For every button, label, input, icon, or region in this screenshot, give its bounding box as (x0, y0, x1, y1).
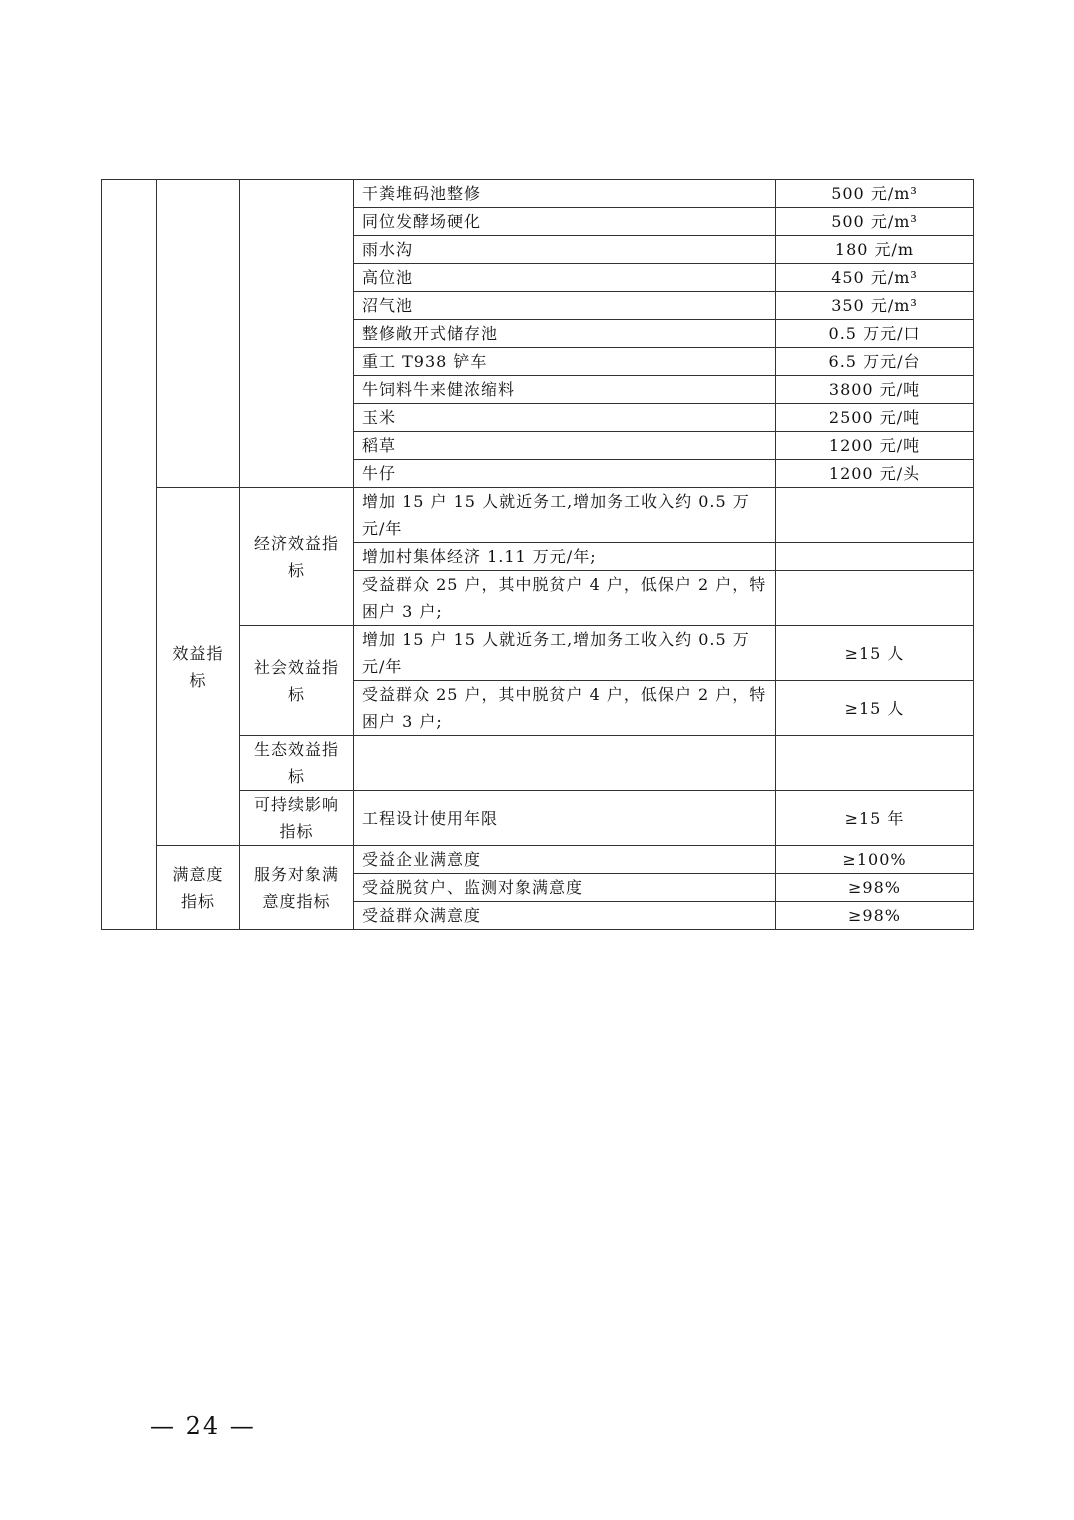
output-item-name: 高位池 (354, 264, 776, 292)
ecological-benefit-value (776, 736, 974, 791)
output-item-name: 沼气池 (354, 292, 776, 320)
table-row (102, 180, 974, 208)
table-row (102, 846, 974, 874)
output-item-value: 350 元/m³ (776, 292, 974, 320)
output-item-name: 整修敞开式储存池 (354, 320, 776, 348)
output-item-value: 500 元/m³ (776, 180, 974, 208)
benefit-indicator-label: 效益指标 (157, 488, 240, 846)
social-benefit-label: 社会效益指标 (240, 626, 354, 736)
economic-benefit-text: 增加 15 户 15 人就近务工,增加务工收入约 0.5 万元/年 (354, 488, 776, 543)
first-level-indicator-cell (102, 180, 157, 930)
output-item-name: 干粪堆码池整修 (354, 180, 776, 208)
service-satisfaction-label: 服务对象满意度指标 (240, 846, 354, 930)
sustainable-impact-text: 工程设计使用年限 (354, 791, 776, 846)
output-item-value: 500 元/m³ (776, 208, 974, 236)
economic-benefit-value (776, 543, 974, 571)
output-item-name: 稻草 (354, 432, 776, 460)
economic-benefit-value (776, 488, 974, 543)
output-item-name: 重工 T938 铲车 (354, 348, 776, 376)
ecological-benefit-text (354, 736, 776, 791)
social-benefit-value: ≥15 人 (776, 681, 974, 736)
social-benefit-text: 受益群众 25 户，其中脱贫户 4 户，低保户 2 户，特困户 3 户; (354, 681, 776, 736)
output-item-name: 牛饲料牛来健浓缩料 (354, 376, 776, 404)
economic-benefit-value (776, 571, 974, 626)
social-benefit-text: 增加 15 户 15 人就近务工,增加务工收入约 0.5 万元/年 (354, 626, 776, 681)
output-item-name: 玉米 (354, 404, 776, 432)
output-item-value: 6.5 万元/台 (776, 348, 974, 376)
output-item-value: 0.5 万元/口 (776, 320, 974, 348)
satisfaction-text: 受益企业满意度 (354, 846, 776, 874)
economic-benefit-text: 增加村集体经济 1.11 万元/年; (354, 543, 776, 571)
output-item-value: 1200 元/吨 (776, 432, 974, 460)
economic-benefit-label: 经济效益指标 (240, 488, 354, 626)
performance-indicator-table (101, 179, 974, 930)
output-item-value: 1200 元/头 (776, 460, 974, 488)
output-item-name: 雨水沟 (354, 236, 776, 264)
second-level-indicator-cell (157, 180, 240, 488)
ecological-benefit-label: 生态效益指标 (240, 736, 354, 791)
output-item-value: 450 元/m³ (776, 264, 974, 292)
table-row (102, 488, 974, 543)
satisfaction-text: 受益脱贫户、监测对象满意度 (354, 874, 776, 902)
third-level-indicator-cell (240, 180, 354, 488)
social-benefit-value: ≥15 人 (776, 626, 974, 681)
output-item-name: 同位发酵场硬化 (354, 208, 776, 236)
output-item-value: 2500 元/吨 (776, 404, 974, 432)
satisfaction-value: ≥98% (776, 874, 974, 902)
satisfaction-value: ≥100% (776, 846, 974, 874)
satisfaction-indicator-label: 满意度指标 (157, 846, 240, 930)
satisfaction-text: 受益群众满意度 (354, 902, 776, 930)
output-item-value: 180 元/m (776, 236, 974, 264)
page-number: — 24 — (150, 1412, 256, 1440)
output-item-value: 3800 元/吨 (776, 376, 974, 404)
output-item-name: 牛仔 (354, 460, 776, 488)
economic-benefit-text: 受益群众 25 户，其中脱贫户 4 户，低保户 2 户，特困户 3 户; (354, 571, 776, 626)
satisfaction-value: ≥98% (776, 902, 974, 930)
sustainable-impact-label: 可持续影响指标 (240, 791, 354, 846)
sustainable-impact-value: ≥15 年 (776, 791, 974, 846)
